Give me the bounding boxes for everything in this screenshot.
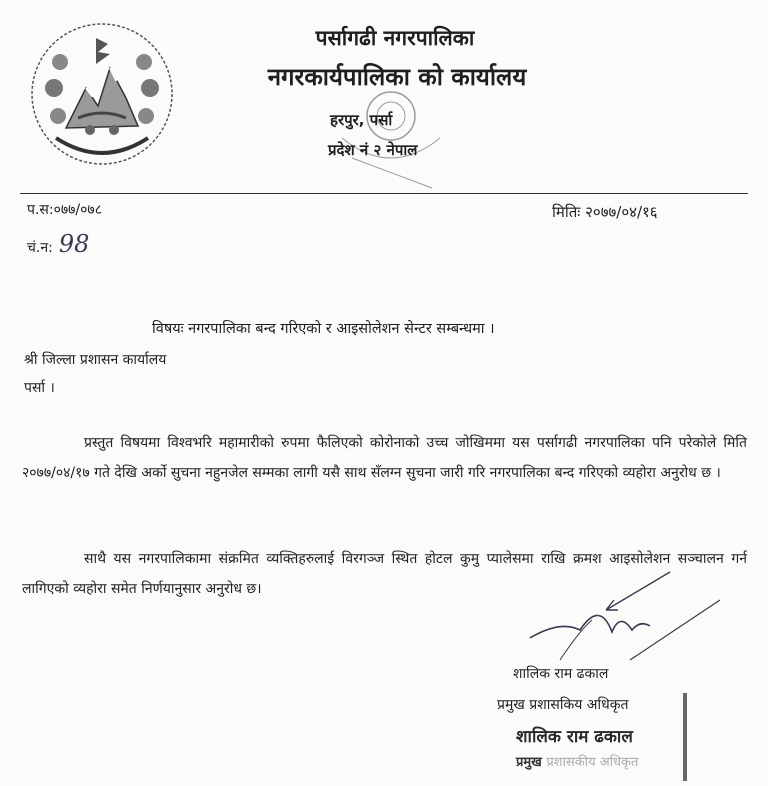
municipality-name: पर्सागढी नगरपालिका bbox=[315, 26, 475, 50]
subject-line: विषयः नगरपालिका बन्द गरिएको र आइसोलेशन सेन्टर सम्बन्धमा । bbox=[152, 321, 495, 337]
dispatch-number bbox=[27, 230, 89, 258]
stamp-post-text: प्रमुख bbox=[516, 755, 542, 770]
signatory-post: प्रमुख प्रशासकिय अधिकृत bbox=[497, 697, 629, 713]
province-line: प्रदेश नं २ नेपाल bbox=[328, 141, 418, 159]
handwritten-signature-icon bbox=[520, 560, 750, 670]
stamp-post-faded: प्रशासकीय अधिकृत bbox=[546, 755, 639, 770]
recipient-district: पर्सा । bbox=[24, 380, 55, 396]
office-name: नगरकार्यपालिका को कार्यालय bbox=[267, 63, 527, 91]
stamp-edge bbox=[683, 693, 687, 781]
signatory-name: शालिक राम ढकाल bbox=[513, 666, 609, 682]
dispatch-label: चं.न: bbox=[27, 240, 53, 256]
nepal-emblem-icon bbox=[26, 18, 178, 170]
recipient-office: श्री जिल्ला प्रशासन कार्यालय bbox=[24, 352, 167, 368]
dispatch-value: 98 bbox=[58, 230, 90, 258]
office-address: हरपुर, पर्सा bbox=[330, 111, 393, 129]
reference-number: प.स:०७७/०७८ bbox=[27, 202, 102, 218]
body-paragraph-1 bbox=[22, 428, 747, 488]
body-paragraph-2-text: साथै यस नगरपालिकामा संक्रमित व्यक्तिहरुलाई विरगञ्ज स्थित होटल कुमु प्यालेसमा राखि क्रमश आइसोलेशन सञ्चालन गर्न लागिएको व्यहोरा समेत निर्णयानुसार अनुरोध छ। bbox=[22, 551, 747, 597]
header-divider bbox=[20, 193, 748, 194]
letter-date: मितिः २०७७/०४/१६ bbox=[552, 203, 658, 221]
office-stamp-icon bbox=[332, 78, 450, 198]
body-paragraph-1-text: प्रस्तुत विषयमा विश्वभरि महामारीको रुपमा फैलिएको कोरोनाको उच्च जोखिममा यस पर्सागढी नगरपालिका पनि परेकोले मिति २०७७/०४/१७ गते देखि अर्को सुचना नहुनजेल सम्मका लागी यसै साथ सँलग्न सुचना जारी गरि नगरपालिका बन्द गरिएको व्यहोरा अनुरोध छ । bbox=[22, 435, 747, 481]
stamp-post bbox=[516, 752, 638, 770]
stamp-name: शालिक राम ढकाल bbox=[516, 727, 633, 747]
